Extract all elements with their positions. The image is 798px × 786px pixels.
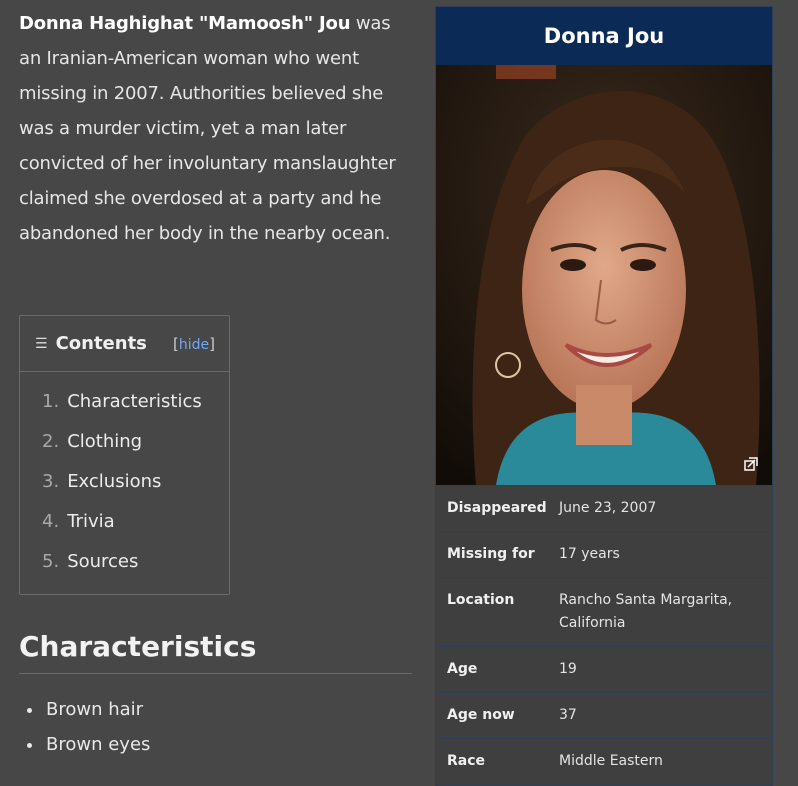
infobox-row-location: Location Rancho Santa Margarita, California <box>436 577 772 646</box>
list-icon: ☰ <box>35 335 48 352</box>
toc-item[interactable]: 5. Sources <box>42 551 139 572</box>
intro-paragraph <box>19 6 414 251</box>
toc-header <box>20 316 229 372</box>
infobox-title: Donna Jou <box>436 7 772 65</box>
toc-list <box>20 372 229 590</box>
expand-icon[interactable] <box>744 457 758 471</box>
subject-name: Donna Haghighat "Mamoosh" Jou <box>19 13 351 34</box>
toc-item[interactable]: 4. Trivia <box>42 511 115 532</box>
infobox <box>435 6 773 786</box>
table-of-contents <box>19 315 230 595</box>
toc-item[interactable]: 2. Clothing <box>42 431 143 452</box>
infobox-row-age-now: Age now 37 <box>436 692 772 738</box>
list-item: • Brown eyes <box>44 727 150 762</box>
infobox-row-race: Race Middle Eastern <box>436 738 772 784</box>
infobox-row-missing-for: Missing for 17 years <box>436 531 772 577</box>
intro-text: was an Iranian-American woman who went missing in 2007. Authorities believed she was a murder victim, yet a man later convicted of her involuntary manslaughter claimed she overdosed at a party and he abandoned her body in the nearby ocean. <box>19 13 396 244</box>
portrait-photo[interactable] <box>436 65 772 485</box>
toc-toggle: [hide] <box>173 334 215 353</box>
toc-hide-link[interactable]: hide <box>178 336 210 353</box>
toc-item[interactable]: 1. Characteristics <box>42 391 202 412</box>
toc-title: Contents <box>55 333 147 354</box>
characteristics-list <box>19 692 150 762</box>
list-item: • Brown hair <box>44 692 150 727</box>
portrait-image <box>436 65 772 485</box>
infobox-row-age: Age 19 <box>436 646 772 692</box>
section-heading-characteristics: Characteristics <box>19 630 412 674</box>
toc-item[interactable]: 3. Exclusions <box>42 471 162 492</box>
infobox-row-disappeared: Disappeared June 23, 2007 <box>436 485 772 531</box>
